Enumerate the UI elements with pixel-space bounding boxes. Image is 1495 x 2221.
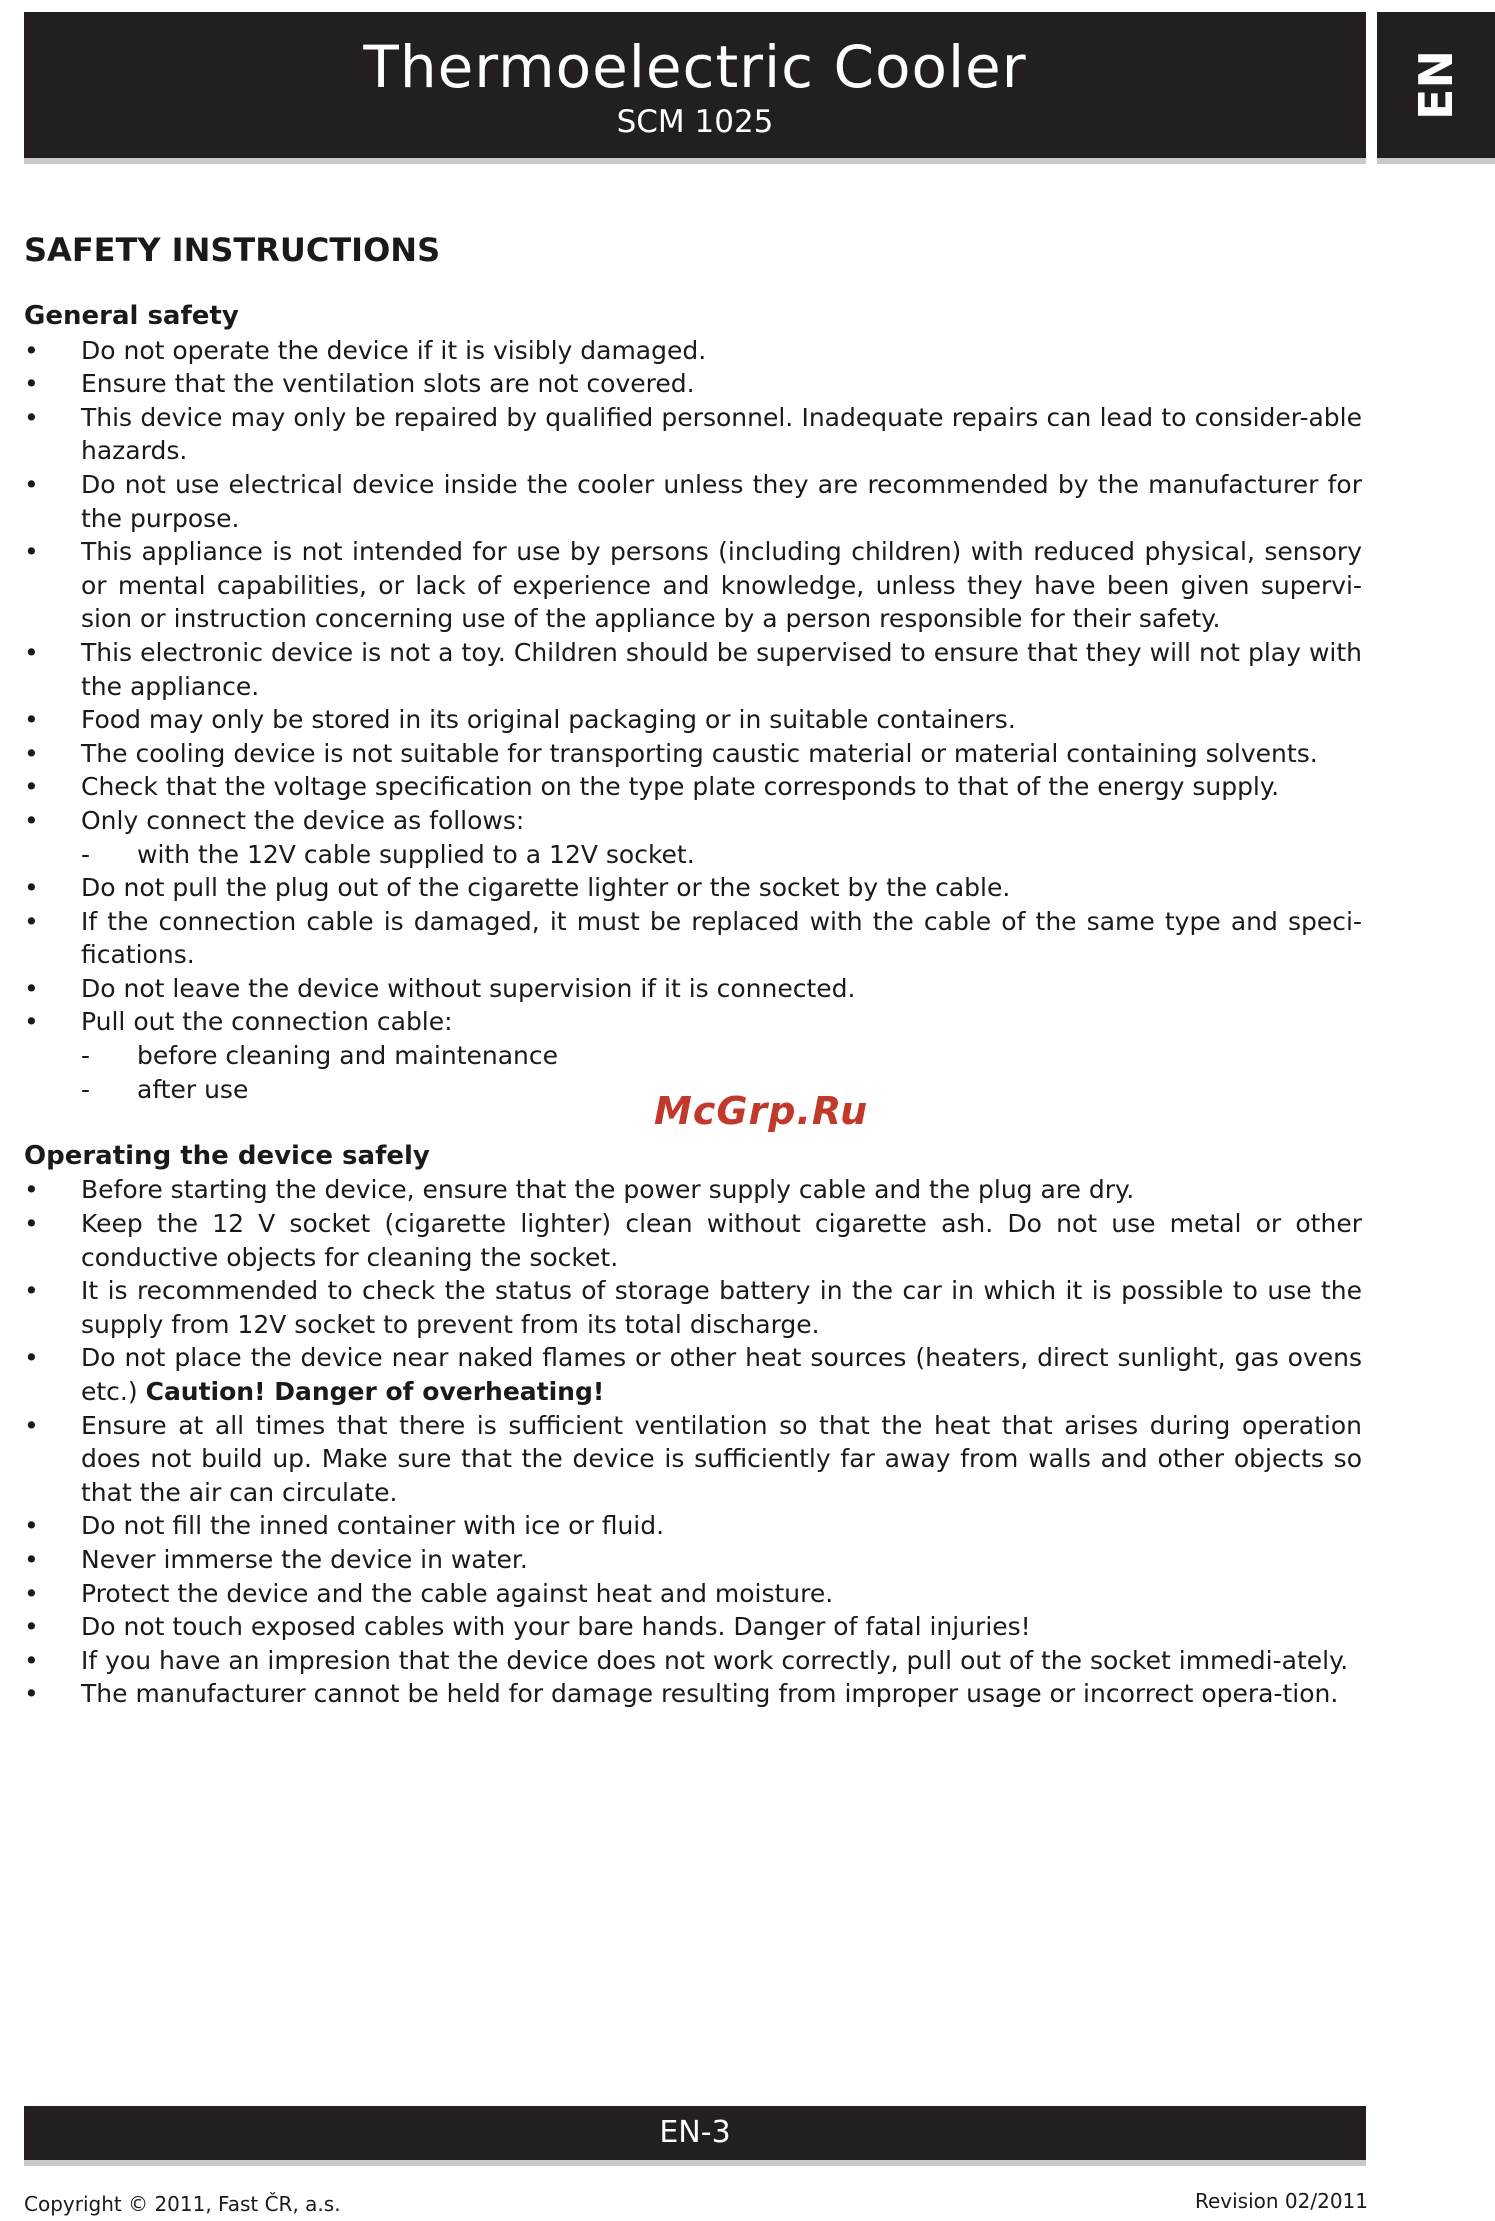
list-item-text: It is recommended to check the status of storage battery in the car in which it is possible to use the supply from 12V socket to prevent from its total discharge.: [81, 1276, 1362, 1339]
bullet-marker: •: [24, 1410, 39, 1440]
list-item-text: with the 12V cable supplied to a 12V socket.: [137, 839, 695, 869]
list-item-text: If you have an impresion that the device does not work correctly, pull out of the socket immedi-ately.: [81, 1645, 1349, 1675]
bullet-marker: •: [24, 805, 39, 835]
bullet-marker: •: [24, 1645, 39, 1675]
list-item-text: If the connection cable is damaged, it must be replaced with the cable of the same type and speci-fications.: [81, 906, 1362, 970]
bullet-marker: •: [24, 1276, 39, 1306]
list-item: [24, 334, 1362, 368]
list-item: [24, 401, 1362, 468]
list-item-text: Check that the voltage specification on the type plate corresponds to that of the energy supply.: [81, 772, 1280, 802]
bullet-marker: •: [24, 738, 39, 768]
sub-list-item: [24, 1039, 1362, 1073]
copyright: Copyright © 2011, Fast ČR, a.s.: [24, 2192, 341, 2216]
list-item: [24, 1677, 1362, 1711]
list-item: [24, 770, 1362, 804]
list-item-text: Do not fill the inned container with ice or fluid.: [81, 1511, 665, 1541]
list-item-text: Keep the 12 V socket (cigarette lighter) clean without cigarette ash. Do not use metal or other conductive objects for cleaning the socket.: [81, 1209, 1362, 1272]
operating-safely-title: Operating the device safely: [24, 1140, 430, 1171]
bullet-marker: •: [24, 1679, 39, 1709]
list-item-text: Before starting the device, ensure that the power supply cable and the plug are dry.: [81, 1175, 1135, 1205]
list-item-text: Ensure that the ventilation slots are not covered.: [81, 369, 695, 399]
bullet-marker: •: [24, 772, 39, 802]
list-item: [24, 1409, 1362, 1510]
bullet-marker: •: [24, 1343, 39, 1373]
bullet-marker: •: [24, 973, 39, 1003]
list-item: [24, 905, 1362, 972]
dash-marker: -: [81, 839, 91, 869]
page-number: EN-3: [659, 2115, 731, 2150]
list-item-text: Protect the device and the cable against heat and moisture.: [81, 1578, 834, 1608]
bullet-marker: •: [24, 1209, 39, 1239]
bullet-marker: •: [24, 1511, 39, 1541]
list-item-text: Do not use electrical device inside the cooler unless they are recommended by the manufacturer for the purpose.: [81, 469, 1362, 533]
list-item: [24, 1207, 1362, 1274]
bullet-marker: •: [24, 1578, 39, 1608]
model-number: SCM 1025: [616, 104, 774, 140]
header-bar: [24, 12, 1366, 158]
list-item: [24, 636, 1362, 703]
operating-safely-list: [24, 1173, 1362, 1711]
list-item-text: Food may only be stored in its original packaging or in suitable containers.: [81, 705, 1016, 735]
list-item: [24, 1644, 1362, 1678]
list-item-text: Do not operate the device if it is visibly damaged.: [81, 335, 707, 365]
list-item: [24, 367, 1362, 401]
list-item: [24, 703, 1362, 737]
language-label: EN: [1409, 50, 1463, 120]
list-item: [24, 1274, 1362, 1341]
section-title: SAFETY INSTRUCTIONS: [24, 231, 441, 269]
bullet-marker: •: [24, 1544, 39, 1574]
list-item: [24, 804, 1362, 838]
list-item-text: Never immerse the device in water.: [81, 1544, 528, 1574]
bullet-marker: •: [24, 906, 39, 936]
bullet-marker: •: [24, 537, 39, 567]
sub-list-item: [24, 838, 1362, 872]
list-item: [24, 1577, 1362, 1611]
bullet-marker: •: [24, 1612, 39, 1642]
list-item: [24, 1005, 1362, 1039]
list-item: [24, 1543, 1362, 1577]
list-item: [24, 1341, 1362, 1408]
list-item: [24, 737, 1362, 771]
main-content: [24, 230, 1362, 1711]
bullet-marker: •: [24, 369, 39, 399]
list-item-text: Ensure at all times that there is sufficient ventilation so that the heat that arises during operation does not build up. Make sure that the device is sufficiently far away from walls and other objects so that the air can circulate.: [81, 1410, 1362, 1507]
general-safety-list: [24, 334, 1362, 1107]
list-item-text: This electronic device is not a toy. Children should be supervised to ensure that they will not play with the appliance.: [81, 637, 1362, 701]
bullet-marker: •: [24, 705, 39, 735]
watermark: McGrp.Ru: [654, 1089, 869, 1133]
document-title: Thermoelectric Cooler: [363, 33, 1027, 101]
list-item: [24, 871, 1362, 905]
list-item-text: This device may only be repaired by qualified personnel. Inadequate repairs can lead to consider-able hazards.: [81, 402, 1362, 466]
bullet-marker: •: [24, 402, 39, 432]
list-item-text: The cooling device is not suitable for transporting caustic material or material containing solvents.: [81, 738, 1318, 768]
list-item: [24, 972, 1362, 1006]
revision: Revision 02/2011: [1194, 2189, 1368, 2213]
list-item-text: Do not place the device near naked flames or other heat sources (heaters, direct sunlight, gas ovens etc.): [81, 1343, 1362, 1406]
dash-marker: -: [81, 1041, 91, 1071]
general-safety-title: General safety: [24, 301, 239, 331]
list-item: [24, 1173, 1362, 1207]
list-item-text: Do not touch exposed cables with your bare hands. Danger of fatal injuries!: [81, 1612, 1031, 1642]
language-tab: [1377, 12, 1495, 158]
list-item: [24, 1509, 1362, 1543]
footer-bar: [24, 2106, 1366, 2160]
list-item: [24, 468, 1362, 535]
bullet-marker: •: [24, 469, 39, 499]
bullet-marker: •: [24, 637, 39, 667]
list-item-text: Do not leave the device without supervision if it is connected.: [81, 973, 856, 1003]
list-item: [24, 1610, 1362, 1644]
list-item-text: Do not pull the plug out of the cigarette lighter or the socket by the cable.: [81, 873, 1011, 903]
bullet-marker: •: [24, 1007, 39, 1037]
list-item-text: before cleaning and maintenance: [137, 1041, 559, 1071]
bullet-marker: •: [24, 335, 39, 365]
list-item-text: after use: [137, 1074, 249, 1104]
list-item-text: Only connect the device as follows:: [81, 805, 525, 835]
bullet-marker: •: [24, 873, 39, 903]
list-item-text: This appliance is not intended for use by persons (including children) with reduced physical, sensory or mental capabilities, or lack of experience and knowledge, unless they have been given supervi-sion or instruction concerning use of the appliance by a person responsible for their safety.: [81, 537, 1362, 634]
list-item-text: Pull out the connection cable:: [81, 1007, 453, 1037]
warning-text: Caution! Danger of overheating!: [145, 1377, 605, 1406]
bullet-marker: •: [24, 1175, 39, 1205]
dash-marker: -: [81, 1074, 91, 1104]
list-item-text: The manufacturer cannot be held for damage resulting from improper usage or incorrect opera-tion.: [81, 1679, 1339, 1709]
list-item: [24, 535, 1362, 636]
